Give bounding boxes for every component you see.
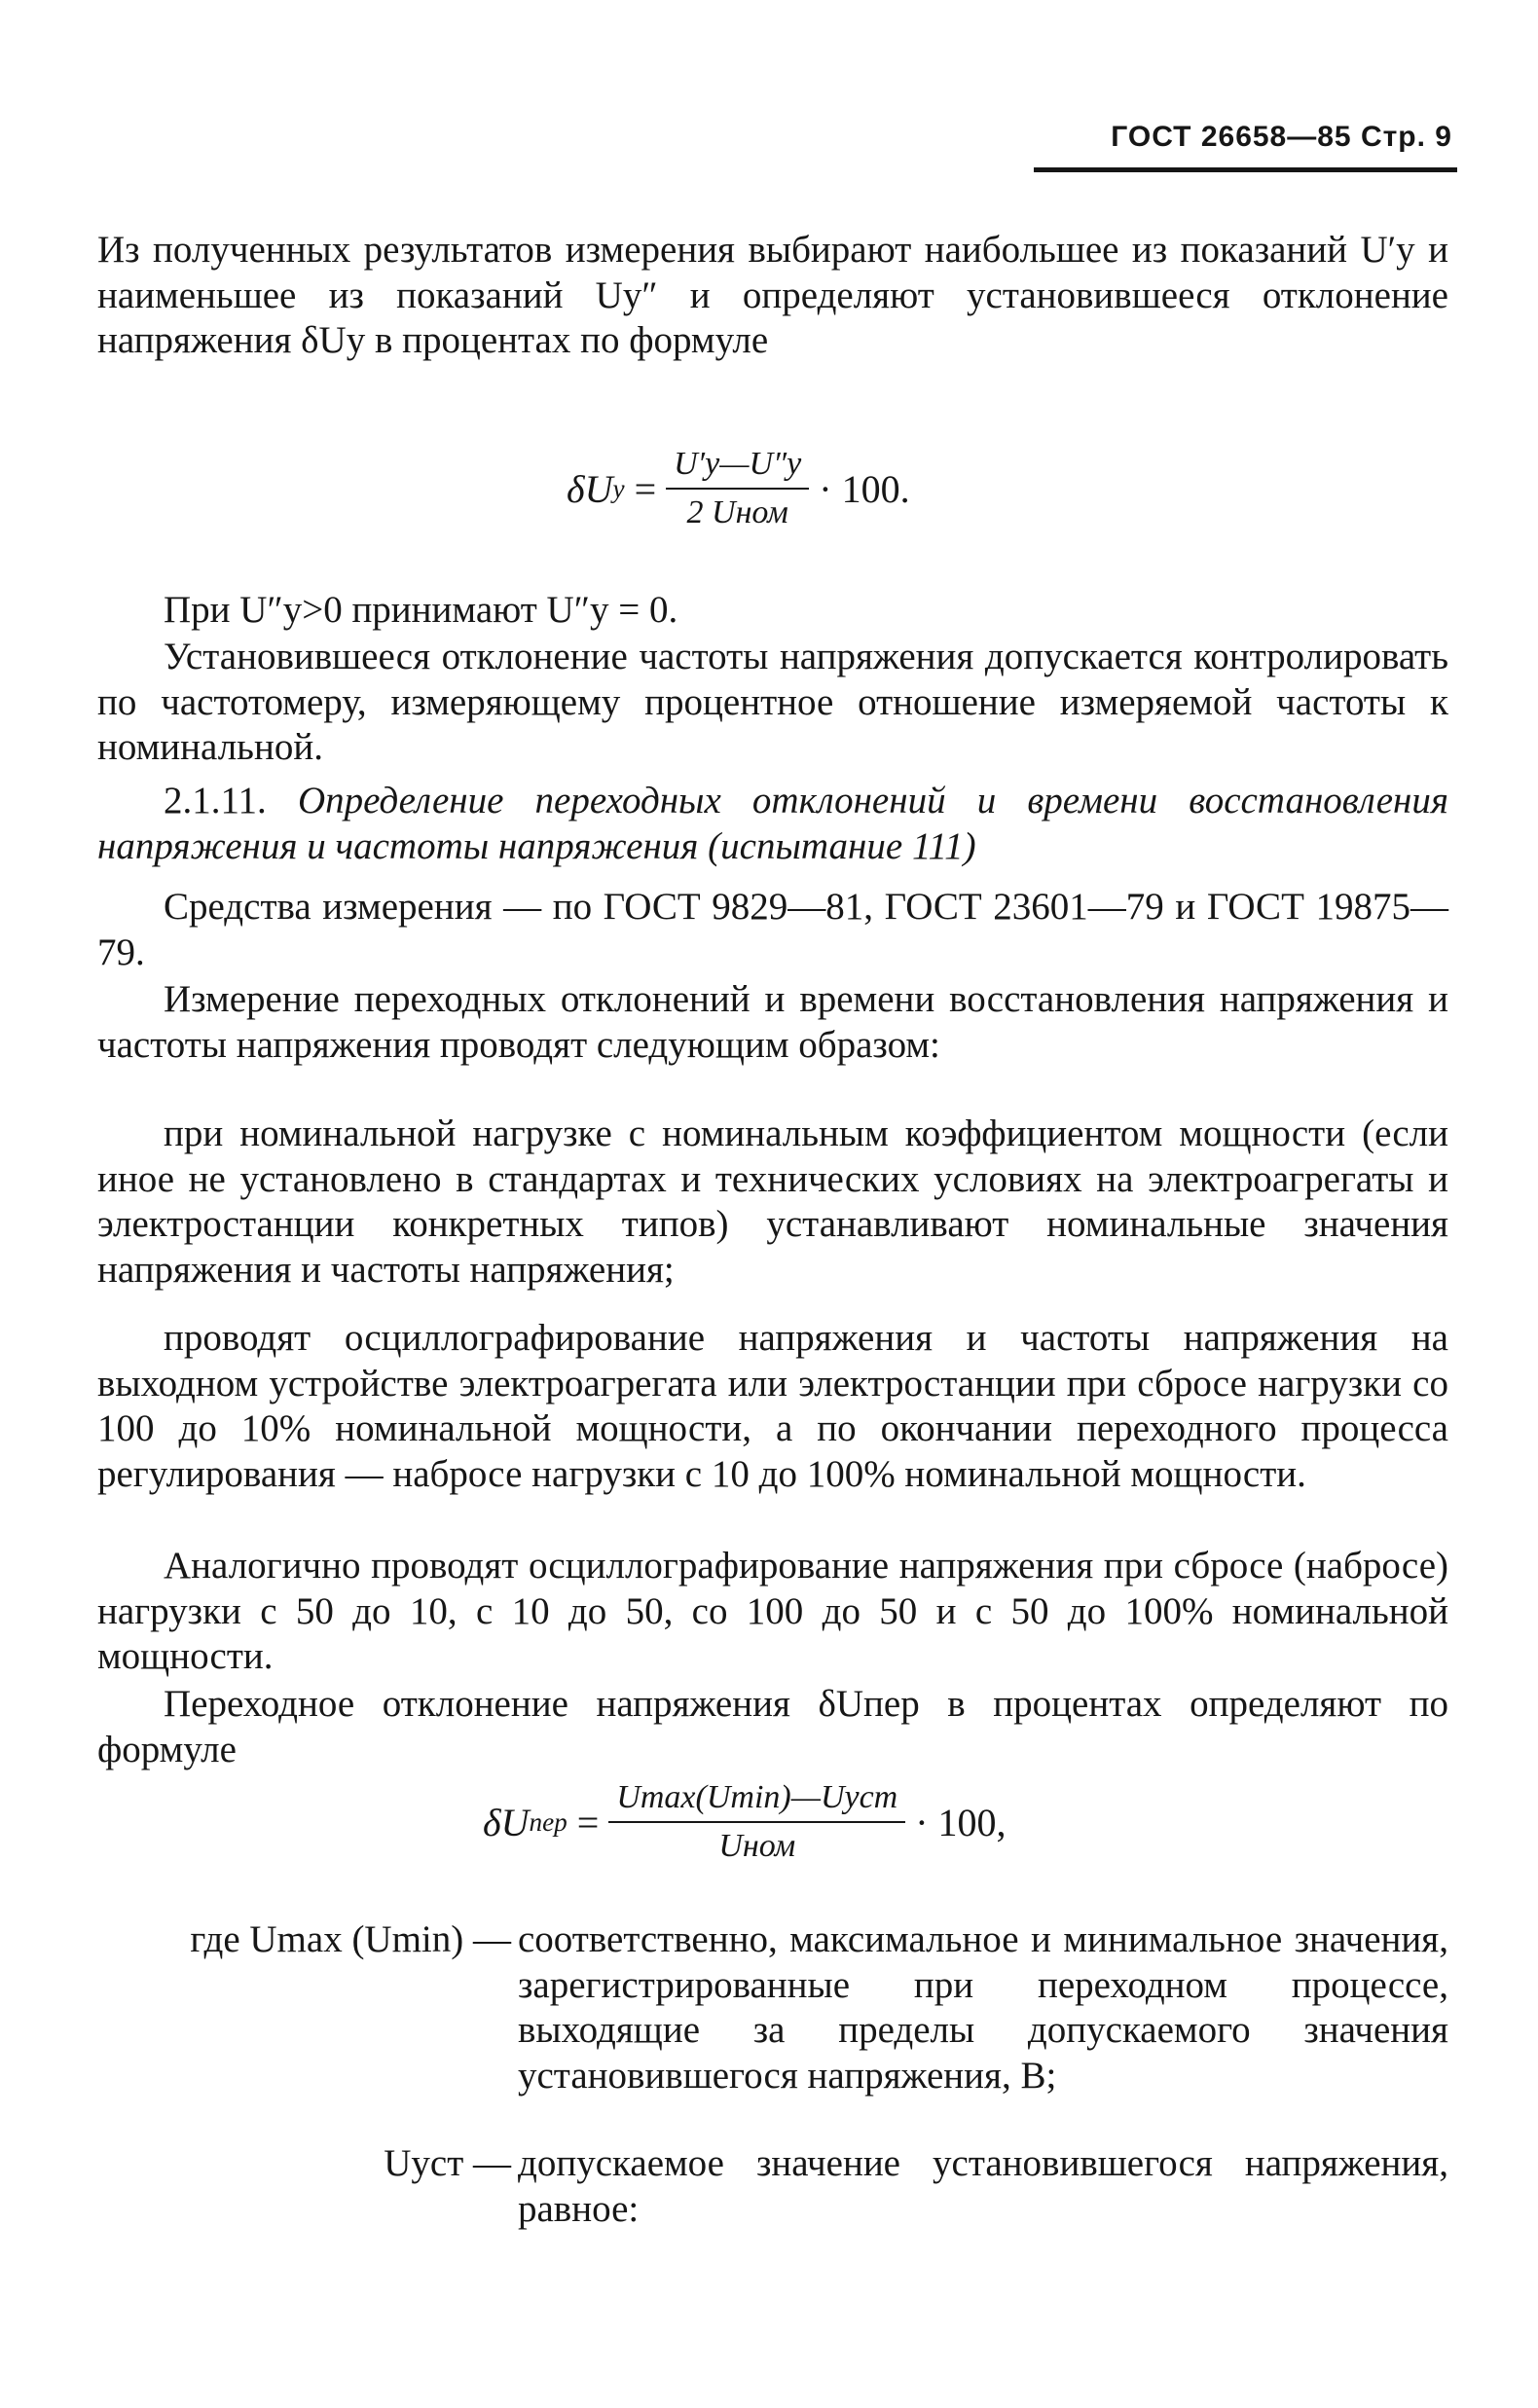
paragraph-condition: При U″у>0 принимают U″у = 0. — [164, 589, 678, 631]
formula1-fraction — [666, 443, 809, 534]
paragraph-measurement: Измерение переходных отклонений и времени восстановления напряжения и частоты напряжения проводят следующим образом: — [97, 978, 1448, 1066]
legend-term-uust: Uуст — — [384, 2142, 511, 2184]
paragraph-analogous: Аналогично проводят осциллографирование напряжения при сбросе (набросе) нагрузки с 50 до 10, с 10 до 50, со 100 до 50 и с 50 до 100% номинальной мощности. — [97, 1545, 1448, 1678]
legend-term-umax: где Umax (Umin) — — [190, 1918, 511, 1960]
paragraph-instruments: Средства измерения — по ГОСТ 9829—81, ГОСТ 23601—79 и ГОСТ 19875—79. — [97, 886, 1448, 973]
paragraph-nominal-load: при номинальной нагрузке с номинальным коэффициентом мощности (если иное не установлено в стандартах и технических условиях на электроагрегаты и электростанции конкретных типов) устанавливают номинальные значения напряжения и частоты напряжения; — [97, 1113, 1448, 1291]
formula1-lhs: δU — [567, 466, 613, 511]
section-heading — [97, 779, 1448, 869]
formula1-lhs-sub: у — [612, 473, 625, 503]
header-rule — [1034, 167, 1457, 172]
formula2-lhs: δU — [483, 1800, 530, 1844]
paragraph-transient: Переходное отклонение напряжения δUпер в процентах определяют по формуле — [97, 1683, 1448, 1770]
formula1-numerator: U′у—U″у — [666, 443, 809, 490]
legend-desc-umax: соответственно, максимальное и минимальное значения, зарегистрированные при переходном процессе, выходящие за пределы допускаемого значения установившегося напряжения, В; — [518, 1918, 1448, 2097]
formula1-denominator: 2 Uном — [686, 494, 788, 530]
legend-desc-uust: допускаемое значение установившегося напряжения, равное: — [518, 2142, 1448, 2230]
formula1-tail: · 100. — [819, 466, 910, 511]
formula2-fraction — [608, 1776, 905, 1868]
formula-transient-deviation: δU пер = $\frac{\text{Umax(Umin)—Uуст}}{\text{Uном}}$ · 100, — [483, 1776, 1007, 1868]
formula2-tail: · 100, — [915, 1800, 1007, 1844]
formula-steady-deviation: δU у = $\frac{U'у—U''у}{\text{2 Uном}}$ · 100. — [567, 443, 910, 534]
section-title: Определение переходных отклонений и времени восстановления напряжения и частоты напряжения (испытание 111) — [97, 780, 1448, 867]
paragraph-results: Из полученных результатов измерения выбирают наибольшее из показаний U′у и наименьшее из показаний Uу″ и определяют установившееся отклонение напряжения δUу в процентах по формуле — [97, 229, 1448, 362]
paragraph-oscillography: проводят осциллографирование напряжения и частоты напряжения на выходном устройстве электроагрегата или электростанции при сбросе нагрузки со 100 до 10% номинальной мощности, а по окончании переходного процесса регулирования — набросе нагрузки с 10 до 100% номинальной мощности. — [97, 1317, 1448, 1495]
formula2-denominator: Uном — [718, 1828, 796, 1864]
page-header: ГОСТ 26658—85 Стр. 9 — [1111, 121, 1452, 153]
paragraph-frequency: Установившееся отклонение частоты напряжения допускается контролировать по частотомеру, измеряющему процентное отношение измеряемой частоты к номинальной. — [97, 636, 1448, 769]
formula2-numerator: Umax(Umin)—Uуст — [608, 1776, 905, 1823]
section-number: 2.1.11. — [164, 780, 267, 821]
formula2-lhs-sub: пер — [529, 1806, 568, 1837]
